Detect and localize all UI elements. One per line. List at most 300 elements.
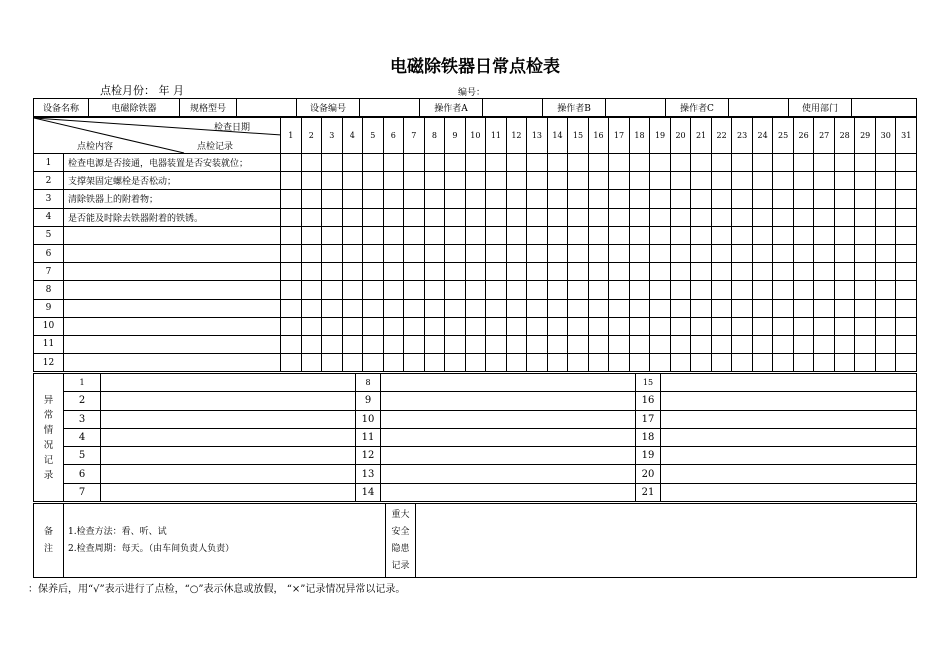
check-cell[interactable]: [670, 172, 691, 190]
check-cell[interactable]: [711, 172, 732, 190]
check-cell[interactable]: [465, 226, 486, 244]
check-cell[interactable]: [363, 281, 384, 299]
check-cell[interactable]: [383, 317, 404, 335]
check-cell[interactable]: [506, 317, 527, 335]
check-cell[interactable]: [383, 208, 404, 226]
check-cell[interactable]: [875, 190, 896, 208]
check-cell[interactable]: [383, 226, 404, 244]
check-cell[interactable]: [301, 354, 322, 372]
check-cell[interactable]: [855, 263, 876, 281]
check-cell[interactable]: [342, 317, 363, 335]
check-cell[interactable]: [691, 354, 712, 372]
check-cell[interactable]: [732, 335, 753, 353]
check-cell[interactable]: [629, 172, 650, 190]
check-cell[interactable]: [773, 335, 794, 353]
check-cell[interactable]: [588, 299, 609, 317]
check-cell[interactable]: [588, 335, 609, 353]
check-cell[interactable]: [445, 190, 466, 208]
check-cell[interactable]: [711, 244, 732, 262]
check-cell[interactable]: [342, 335, 363, 353]
check-cell[interactable]: [363, 244, 384, 262]
abnormal-entry-field[interactable]: [381, 465, 636, 483]
check-cell[interactable]: [424, 354, 445, 372]
check-cell[interactable]: [424, 208, 445, 226]
check-cell[interactable]: [834, 244, 855, 262]
check-cell[interactable]: [363, 335, 384, 353]
check-cell[interactable]: [896, 172, 917, 190]
check-cell[interactable]: [445, 354, 466, 372]
check-cell[interactable]: [342, 190, 363, 208]
check-cell[interactable]: [506, 299, 527, 317]
check-cell[interactable]: [691, 226, 712, 244]
check-cell[interactable]: [609, 154, 630, 172]
check-cell[interactable]: [342, 354, 363, 372]
check-cell[interactable]: [486, 226, 507, 244]
check-cell[interactable]: [711, 208, 732, 226]
check-cell[interactable]: [691, 263, 712, 281]
check-cell[interactable]: [773, 244, 794, 262]
check-cell[interactable]: [486, 263, 507, 281]
check-cell[interactable]: [383, 281, 404, 299]
check-cell[interactable]: [691, 172, 712, 190]
check-cell[interactable]: [896, 226, 917, 244]
check-cell[interactable]: [342, 172, 363, 190]
check-cell[interactable]: [834, 281, 855, 299]
check-cell[interactable]: [855, 281, 876, 299]
check-cell[interactable]: [711, 354, 732, 372]
check-cell[interactable]: [875, 299, 896, 317]
check-cell[interactable]: [404, 154, 425, 172]
check-cell[interactable]: [465, 172, 486, 190]
check-cell[interactable]: [752, 281, 773, 299]
check-cell[interactable]: [896, 281, 917, 299]
check-cell[interactable]: [527, 172, 548, 190]
check-cell[interactable]: [732, 172, 753, 190]
check-cell[interactable]: [670, 281, 691, 299]
check-cell[interactable]: [629, 226, 650, 244]
check-cell[interactable]: [855, 335, 876, 353]
check-cell[interactable]: [650, 281, 671, 299]
check-cell[interactable]: [650, 226, 671, 244]
check-cell[interactable]: [650, 154, 671, 172]
check-cell[interactable]: [793, 281, 814, 299]
operator-b-field[interactable]: [606, 99, 666, 117]
check-cell[interactable]: [629, 335, 650, 353]
check-cell[interactable]: [465, 335, 486, 353]
check-cell[interactable]: [793, 263, 814, 281]
check-cell[interactable]: [363, 154, 384, 172]
check-cell[interactable]: [875, 226, 896, 244]
check-cell[interactable]: [629, 244, 650, 262]
check-cell[interactable]: [568, 190, 589, 208]
check-cell[interactable]: [691, 190, 712, 208]
check-cell[interactable]: [445, 208, 466, 226]
check-cell[interactable]: [547, 335, 568, 353]
check-cell[interactable]: [629, 317, 650, 335]
check-cell[interactable]: [445, 172, 466, 190]
check-cell[interactable]: [793, 244, 814, 262]
check-cell[interactable]: [322, 281, 343, 299]
check-cell[interactable]: [793, 226, 814, 244]
check-cell[interactable]: [506, 172, 527, 190]
check-cell[interactable]: [855, 226, 876, 244]
check-cell[interactable]: [814, 172, 835, 190]
check-cell[interactable]: [650, 354, 671, 372]
check-cell[interactable]: [711, 299, 732, 317]
check-cell[interactable]: [588, 317, 609, 335]
check-cell[interactable]: [363, 190, 384, 208]
check-cell[interactable]: [281, 263, 302, 281]
check-cell[interactable]: [691, 208, 712, 226]
check-cell[interactable]: [670, 317, 691, 335]
check-cell[interactable]: [875, 281, 896, 299]
abnormal-entry-field[interactable]: [661, 483, 917, 501]
check-cell[interactable]: [486, 354, 507, 372]
check-cell[interactable]: [547, 354, 568, 372]
check-cell[interactable]: [588, 154, 609, 172]
check-cell[interactable]: [363, 317, 384, 335]
check-cell[interactable]: [670, 299, 691, 317]
check-cell[interactable]: [322, 317, 343, 335]
check-cell[interactable]: [752, 172, 773, 190]
abnormal-entry-field[interactable]: [101, 465, 356, 483]
check-cell[interactable]: [650, 190, 671, 208]
check-cell[interactable]: [301, 244, 322, 262]
check-cell[interactable]: [568, 244, 589, 262]
check-cell[interactable]: [404, 172, 425, 190]
check-cell[interactable]: [506, 281, 527, 299]
check-cell[interactable]: [506, 208, 527, 226]
check-cell[interactable]: [896, 154, 917, 172]
check-cell[interactable]: [301, 226, 322, 244]
check-cell[interactable]: [281, 244, 302, 262]
check-cell[interactable]: [752, 299, 773, 317]
check-cell[interactable]: [711, 190, 732, 208]
check-cell[interactable]: [281, 317, 302, 335]
check-cell[interactable]: [301, 172, 322, 190]
check-cell[interactable]: [568, 281, 589, 299]
check-cell[interactable]: [875, 154, 896, 172]
check-cell[interactable]: [855, 154, 876, 172]
check-cell[interactable]: [773, 172, 794, 190]
check-cell[interactable]: [465, 263, 486, 281]
check-cell[interactable]: [322, 190, 343, 208]
check-cell[interactable]: [445, 226, 466, 244]
check-cell[interactable]: [322, 208, 343, 226]
check-cell[interactable]: [486, 244, 507, 262]
check-cell[interactable]: [445, 281, 466, 299]
check-cell[interactable]: [834, 172, 855, 190]
check-cell[interactable]: [752, 244, 773, 262]
check-cell[interactable]: [506, 244, 527, 262]
department-field[interactable]: [852, 99, 917, 117]
check-cell[interactable]: [773, 299, 794, 317]
check-cell[interactable]: [547, 317, 568, 335]
check-cell[interactable]: [732, 299, 753, 317]
check-cell[interactable]: [281, 299, 302, 317]
abnormal-entry-field[interactable]: [661, 465, 917, 483]
check-cell[interactable]: [465, 354, 486, 372]
check-cell[interactable]: [301, 263, 322, 281]
check-cell[interactable]: [527, 154, 548, 172]
check-cell[interactable]: [896, 335, 917, 353]
check-cell[interactable]: [773, 263, 794, 281]
check-cell[interactable]: [793, 354, 814, 372]
check-cell[interactable]: [814, 317, 835, 335]
check-cell[interactable]: [670, 244, 691, 262]
check-cell[interactable]: [301, 190, 322, 208]
check-cell[interactable]: [732, 190, 753, 208]
check-cell[interactable]: [629, 154, 650, 172]
check-cell[interactable]: [383, 244, 404, 262]
check-cell[interactable]: [793, 299, 814, 317]
check-cell[interactable]: [670, 263, 691, 281]
check-cell[interactable]: [404, 263, 425, 281]
check-cell[interactable]: [650, 335, 671, 353]
check-cell[interactable]: [506, 154, 527, 172]
check-cell[interactable]: [855, 354, 876, 372]
check-cell[interactable]: [527, 208, 548, 226]
check-cell[interactable]: [465, 299, 486, 317]
abnormal-entry-field[interactable]: [661, 410, 917, 428]
check-cell[interactable]: [609, 299, 630, 317]
check-cell[interactable]: [342, 244, 363, 262]
check-cell[interactable]: [527, 263, 548, 281]
check-cell[interactable]: [465, 244, 486, 262]
check-cell[interactable]: [773, 317, 794, 335]
check-cell[interactable]: [322, 244, 343, 262]
check-cell[interactable]: [404, 281, 425, 299]
abnormal-entry-field[interactable]: [381, 483, 636, 501]
operator-a-field[interactable]: [483, 99, 543, 117]
check-cell[interactable]: [691, 317, 712, 335]
check-cell[interactable]: [404, 354, 425, 372]
check-cell[interactable]: [547, 263, 568, 281]
check-cell[interactable]: [650, 208, 671, 226]
check-cell[interactable]: [711, 281, 732, 299]
check-cell[interactable]: [814, 226, 835, 244]
check-cell[interactable]: [814, 244, 835, 262]
check-cell[interactable]: [424, 226, 445, 244]
check-cell[interactable]: [670, 208, 691, 226]
check-cell[interactable]: [732, 354, 753, 372]
check-cell[interactable]: [568, 263, 589, 281]
check-cell[interactable]: [875, 244, 896, 262]
check-cell[interactable]: [752, 190, 773, 208]
check-cell[interactable]: [568, 335, 589, 353]
check-cell[interactable]: [670, 354, 691, 372]
check-cell[interactable]: [609, 354, 630, 372]
check-cell[interactable]: [342, 154, 363, 172]
check-cell[interactable]: [609, 281, 630, 299]
check-cell[interactable]: [834, 190, 855, 208]
check-cell[interactable]: [363, 299, 384, 317]
check-cell[interactable]: [342, 263, 363, 281]
abnormal-entry-field[interactable]: [661, 374, 917, 392]
check-cell[interactable]: [773, 190, 794, 208]
check-cell[interactable]: [793, 172, 814, 190]
check-cell[interactable]: [752, 335, 773, 353]
check-cell[interactable]: [465, 154, 486, 172]
check-cell[interactable]: [711, 317, 732, 335]
check-cell[interactable]: [383, 190, 404, 208]
check-cell[interactable]: [322, 335, 343, 353]
check-cell[interactable]: [527, 190, 548, 208]
check-cell[interactable]: [609, 263, 630, 281]
check-cell[interactable]: [281, 335, 302, 353]
check-cell[interactable]: [855, 190, 876, 208]
check-cell[interactable]: [404, 226, 425, 244]
check-cell[interactable]: [568, 317, 589, 335]
check-cell[interactable]: [547, 281, 568, 299]
check-cell[interactable]: [629, 281, 650, 299]
check-cell[interactable]: [609, 190, 630, 208]
check-cell[interactable]: [773, 208, 794, 226]
check-cell[interactable]: [691, 299, 712, 317]
check-cell[interactable]: [691, 281, 712, 299]
check-cell[interactable]: [629, 190, 650, 208]
check-cell[interactable]: [834, 263, 855, 281]
check-cell[interactable]: [814, 354, 835, 372]
check-cell[interactable]: [834, 226, 855, 244]
check-cell[interactable]: [281, 208, 302, 226]
check-cell[interactable]: [875, 172, 896, 190]
check-cell[interactable]: [404, 208, 425, 226]
check-cell[interactable]: [281, 226, 302, 244]
check-cell[interactable]: [588, 244, 609, 262]
check-cell[interactable]: [629, 354, 650, 372]
check-cell[interactable]: [650, 299, 671, 317]
check-cell[interactable]: [342, 281, 363, 299]
check-cell[interactable]: [793, 335, 814, 353]
check-cell[interactable]: [814, 208, 835, 226]
check-cell[interactable]: [527, 335, 548, 353]
check-cell[interactable]: [752, 354, 773, 372]
check-cell[interactable]: [383, 154, 404, 172]
check-cell[interactable]: [445, 263, 466, 281]
check-cell[interactable]: [383, 172, 404, 190]
check-cell[interactable]: [793, 154, 814, 172]
check-cell[interactable]: [568, 299, 589, 317]
check-cell[interactable]: [527, 299, 548, 317]
check-cell[interactable]: [322, 263, 343, 281]
check-cell[interactable]: [670, 335, 691, 353]
check-cell[interactable]: [670, 190, 691, 208]
check-cell[interactable]: [445, 244, 466, 262]
check-cell[interactable]: [322, 354, 343, 372]
check-cell[interactable]: [445, 317, 466, 335]
check-cell[interactable]: [527, 317, 548, 335]
model-field[interactable]: [237, 99, 297, 117]
check-cell[interactable]: [301, 281, 322, 299]
check-cell[interactable]: [875, 335, 896, 353]
abnormal-entry-field[interactable]: [381, 428, 636, 446]
check-cell[interactable]: [506, 335, 527, 353]
check-cell[interactable]: [691, 335, 712, 353]
check-cell[interactable]: [547, 299, 568, 317]
check-cell[interactable]: [424, 263, 445, 281]
check-cell[interactable]: [383, 263, 404, 281]
check-cell[interactable]: [609, 317, 630, 335]
check-cell[interactable]: [896, 190, 917, 208]
abnormal-entry-field[interactable]: [101, 392, 356, 410]
check-cell[interactable]: [404, 244, 425, 262]
check-cell[interactable]: [404, 335, 425, 353]
check-cell[interactable]: [424, 190, 445, 208]
check-cell[interactable]: [875, 263, 896, 281]
check-cell[interactable]: [568, 172, 589, 190]
check-cell[interactable]: [486, 208, 507, 226]
check-cell[interactable]: [322, 172, 343, 190]
check-cell[interactable]: [670, 226, 691, 244]
check-cell[interactable]: [404, 299, 425, 317]
check-cell[interactable]: [752, 226, 773, 244]
safety-hazard-field[interactable]: [416, 504, 917, 578]
abnormal-entry-field[interactable]: [381, 410, 636, 428]
check-cell[interactable]: [814, 335, 835, 353]
check-cell[interactable]: [588, 354, 609, 372]
check-cell[interactable]: [281, 172, 302, 190]
abnormal-entry-field[interactable]: [381, 374, 636, 392]
check-cell[interactable]: [732, 263, 753, 281]
check-cell[interactable]: [896, 317, 917, 335]
check-cell[interactable]: [855, 244, 876, 262]
check-cell[interactable]: [363, 226, 384, 244]
check-cell[interactable]: [301, 317, 322, 335]
check-cell[interactable]: [486, 154, 507, 172]
check-cell[interactable]: [486, 281, 507, 299]
check-cell[interactable]: [814, 190, 835, 208]
abnormal-entry-field[interactable]: [381, 392, 636, 410]
check-cell[interactable]: [527, 226, 548, 244]
check-cell[interactable]: [547, 244, 568, 262]
check-cell[interactable]: [445, 335, 466, 353]
abnormal-entry-field[interactable]: [661, 428, 917, 446]
check-cell[interactable]: [424, 154, 445, 172]
check-cell[interactable]: [732, 208, 753, 226]
check-cell[interactable]: [834, 354, 855, 372]
abnormal-entry-field[interactable]: [661, 447, 917, 465]
check-cell[interactable]: [773, 354, 794, 372]
check-cell[interactable]: [547, 208, 568, 226]
check-cell[interactable]: [855, 172, 876, 190]
check-cell[interactable]: [834, 335, 855, 353]
check-cell[interactable]: [281, 154, 302, 172]
check-cell[interactable]: [773, 154, 794, 172]
check-cell[interactable]: [629, 208, 650, 226]
check-cell[interactable]: [486, 299, 507, 317]
check-cell[interactable]: [322, 299, 343, 317]
check-cell[interactable]: [752, 317, 773, 335]
check-cell[interactable]: [814, 154, 835, 172]
check-cell[interactable]: [896, 208, 917, 226]
check-cell[interactable]: [711, 154, 732, 172]
check-cell[interactable]: [711, 263, 732, 281]
check-cell[interactable]: [363, 263, 384, 281]
check-cell[interactable]: [424, 317, 445, 335]
check-cell[interactable]: [752, 208, 773, 226]
check-cell[interactable]: [834, 299, 855, 317]
check-cell[interactable]: [486, 317, 507, 335]
check-cell[interactable]: [691, 244, 712, 262]
check-cell[interactable]: [465, 317, 486, 335]
check-cell[interactable]: [588, 281, 609, 299]
check-cell[interactable]: [486, 190, 507, 208]
check-cell[interactable]: [301, 154, 322, 172]
check-cell[interactable]: [732, 281, 753, 299]
check-cell[interactable]: [875, 208, 896, 226]
check-cell[interactable]: [855, 299, 876, 317]
